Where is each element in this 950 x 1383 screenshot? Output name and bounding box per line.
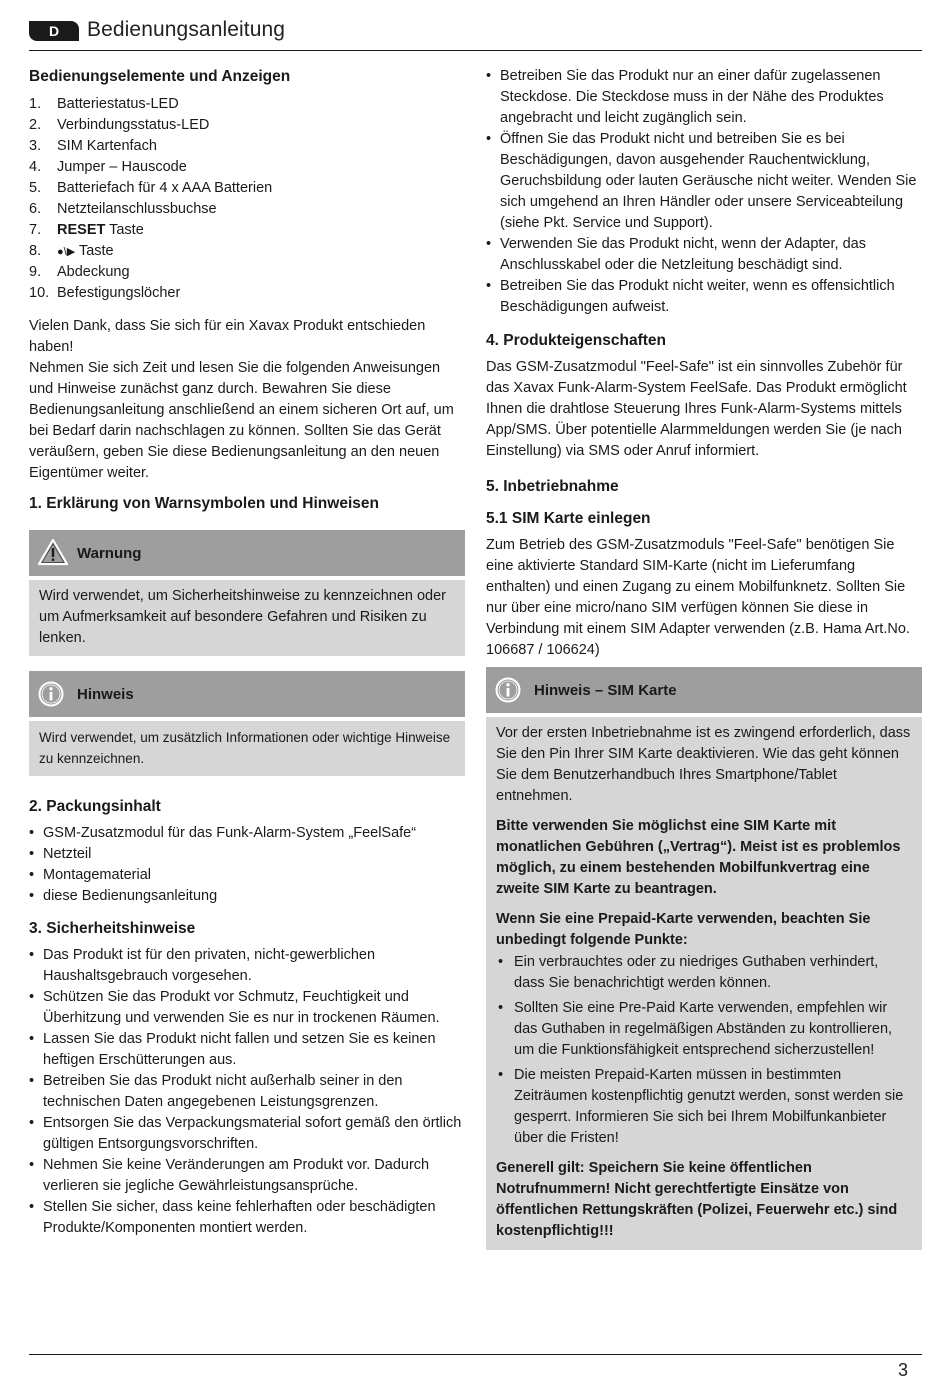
item-number: 9. xyxy=(29,264,42,280)
list-item: • Öffnen Sie das Produkt nicht und betreiben Sie es bei Beschädigungen, davon ausgehender Rauchentwicklung, Geruchsbildung oder lauten Geräusche nicht weiter. Wenden Sie sich umgehend an Ihren Händler oder unsere Serviceabteilung (siehe Pkt. Service und Support). xyxy=(486,129,922,234)
item-text: Taste xyxy=(75,243,114,259)
reset-label: RESET xyxy=(57,222,106,238)
list-item xyxy=(29,262,465,283)
item-text: Jumper – Hauscode xyxy=(57,159,187,175)
list-item xyxy=(29,283,465,304)
list-item xyxy=(29,178,465,199)
list-item xyxy=(29,241,465,262)
controls-heading: Bedienungselemente und Anzeigen xyxy=(29,68,291,85)
warning-header xyxy=(29,530,465,576)
note-text: Wird verwendet, um zusätzlich Informationen oder wichtige Hinweise zu kennzeichnen. xyxy=(39,730,451,766)
language-badge: D xyxy=(29,21,79,41)
section4-heading: 4. Produkteigenschaften xyxy=(486,332,667,349)
list-item: • Netzteil xyxy=(29,844,465,865)
warning-triangle-icon xyxy=(37,538,69,566)
intro-instructions: Nehmen Sie sich Zeit und lesen Sie die folgenden Anweisungen und Hinweise zunächst ganz durch. Bewahren Sie diese Bedienungsanleitung anschließend an einem sicheren Ort auf, um bei Bedarf darin nachschlagen zu können. Sollten Sie das Gerät veräußern, geben Sie diese Bedienungsanleitung an den neuen Eigentümer weiter. xyxy=(29,360,454,481)
sim-note-contract: Bitte verwenden Sie möglichst eine SIM Karte mit monatlichen Gebühren („Vertrag“). Meist ist es problemlos möglich, zu einem bestehenden Mobilfunkvertrag eine zweite SIM Karte zu beantragen. xyxy=(496,818,901,897)
warning-box xyxy=(29,530,465,656)
page-header xyxy=(29,18,922,51)
section5-text: Zum Betrieb des GSM-Zusatzmoduls "Feel-Safe" benötigen Sie eine aktivierte Standard SIM-Karte (nicht im Lieferumfang enthalten) und einen Zugang zu einem Mobilfunknetz. Sollten Sie nur über eine micro/nano SIM verfügen können Sie diese in Verbindung mit einem SIM Adapter verwenden (z.B. Hama Art.No. 106687 / 106624) xyxy=(486,537,910,658)
list-item xyxy=(29,94,465,115)
note-body xyxy=(29,721,465,776)
item-number: 4. xyxy=(29,159,42,175)
item-text: Taste xyxy=(105,222,144,238)
footer-rule xyxy=(29,1354,922,1355)
section4-text: Das GSM-Zusatzmodul "Feel-Safe" ist ein sinnvolles Zubehör für das Xavax Funk-Alarm-System FeelSafe. Das Produkt ermöglicht Ihnen die drahtlose Steuerung Ihres Funk-Alarm-Systems mittels App/SMS. Über potentielle Alarmmeldungen werden Sie (je nach Einstellung) via SMS oder Anruf informiert. xyxy=(486,359,907,459)
list-item: • Schützen Sie das Produkt vor Schmutz, Feuchtigkeit und Überhitzung und verwenden Sie es nur in trockenen Räumen. xyxy=(29,987,465,1029)
safety-list-right xyxy=(486,66,922,318)
list-item: • Verwenden Sie das Produkt nicht, wenn der Adapter, das Anschlusskabel oder die Netzleitung beschädigt sind. xyxy=(486,234,922,276)
intro-thanks: Vielen Dank, dass Sie sich für ein Xavax Produkt entschieden haben! xyxy=(29,318,426,355)
item-number: 5. xyxy=(29,180,42,196)
list-item xyxy=(29,115,465,136)
sim-note-box xyxy=(486,667,922,1250)
right-column xyxy=(486,66,922,1250)
item-number: 8. xyxy=(29,243,42,259)
package-contents-list xyxy=(29,823,465,907)
warning-label: Warnung xyxy=(77,545,142,562)
list-item xyxy=(29,220,465,241)
item-text: Netzteilanschlussbuchse xyxy=(57,201,217,217)
section2-heading: 2. Packungsinhalt xyxy=(29,798,161,815)
sim-note-emergency: Generell gilt: Speichern Sie keine öffentlichen Notrufnummern! Nicht gerechtfertigte Einsätze von öffentlichen Rettungskräften (Polizei, Feuerwehr etc.) sind kostenpflichtig!!! xyxy=(496,1160,898,1239)
list-item: • Betreiben Sie das Produkt nur an einer dafür zugelassenen Steckdose. Die Steckdose muss in der Nähe des Produktes angebracht und leicht zugänglich sein. xyxy=(486,66,922,129)
item-text: Batteriestatus-LED xyxy=(57,96,179,112)
item-text: SIM Kartenfach xyxy=(57,138,157,154)
note-header xyxy=(29,671,465,717)
item-text: Befestigungslöcher xyxy=(57,285,181,301)
item-number: 10. xyxy=(29,285,50,301)
controls-list xyxy=(29,94,465,304)
note-box xyxy=(29,671,465,776)
list-item xyxy=(29,157,465,178)
item-number: 3. xyxy=(29,138,42,154)
section1-heading: 1. Erklärung von Warnsymbolen und Hinweisen xyxy=(29,495,379,512)
list-item: • Das Produkt ist für den privaten, nicht-gewerblichen Haushaltsgebrauch vorgesehen. xyxy=(29,945,465,987)
list-item: • Lassen Sie das Produkt nicht fallen und setzen Sie es keinen heftigen Erschütterungen aus. xyxy=(29,1029,465,1071)
list-item: • Nehmen Sie keine Veränderungen am Produkt vor. Dadurch verlieren sie jegliche Gewährleistungsansprüche. xyxy=(29,1155,465,1197)
page-title: Bedienungsanleitung xyxy=(87,18,286,41)
info-icon xyxy=(38,681,64,707)
list-item: • GSM-Zusatzmodul für das Funk-Alarm-System „FeelSafe“ xyxy=(29,823,465,844)
sim-note-header xyxy=(486,667,922,713)
item-number: 2. xyxy=(29,117,42,133)
warning-body xyxy=(29,580,465,656)
item-text: Batteriefach für 4 x AAA Batterien xyxy=(57,180,273,196)
sim-note-pin: Vor der ersten Inbetriebnahme ist es zwingend erforderlich, dass Sie den Pin Ihrer SIM Karte deaktivieren. Wie das geht können Sie dem Benutzerhandbuch Ihres Smartphone/Tablet entnehmen. xyxy=(496,725,911,804)
list-item xyxy=(29,199,465,220)
list-item xyxy=(29,136,465,157)
note-label: Hinweis xyxy=(77,686,134,703)
list-item: • diese Bedienungsanleitung xyxy=(29,886,465,907)
item-number: 1. xyxy=(29,96,42,112)
left-column xyxy=(29,66,465,1239)
page-number: 3 xyxy=(897,1360,908,1380)
list-item: • Stellen Sie sicher, dass keine fehlerhaften oder beschädigten Produkte/Komponenten montiert werden. xyxy=(29,1197,465,1239)
warning-text: Wird verwendet, um Sicherheitshinweise zu kennzeichnen oder um Aufmerksamkeit auf besondere Gefahren und Risiken zu lenken. xyxy=(39,588,447,646)
list-item: • Die meisten Prepaid-Karten müssen in bestimmten Zeiträumen kostenpflichtig genutzt werden, sonst werden sie gesperrt. Informieren Sie sich bei Ihrem Mobilfunkanbieter über die Fristen! xyxy=(498,1065,912,1149)
item-text: Verbindungsstatus-LED xyxy=(57,117,210,133)
section3-heading: 3. Sicherheitshinweise xyxy=(29,920,196,937)
list-item: • Betreiben Sie das Produkt nicht weiter, wenn es offensichtlich Beschädigungen aufweist. xyxy=(486,276,922,318)
list-item: • Ein verbrauchtes oder zu niedriges Guthaben verhindert, dass Sie benachrichtigt werden können. xyxy=(498,952,912,994)
section5-1-heading: 5.1 SIM Karte einlegen xyxy=(486,510,651,527)
list-item: • Montagematerial xyxy=(29,865,465,886)
list-item: • Sollten Sie eine Pre-Paid Karte verwenden, empfehlen wir das Guthaben in regelmäßigen Abständen zu kontrollieren, um die Funktionsfähigkeit entsprechend sicherzustellen! xyxy=(498,998,912,1061)
record-play-icon: ●\▶ xyxy=(57,246,76,258)
section5-heading: 5. Inbetriebnahme xyxy=(486,478,619,495)
info-icon xyxy=(495,677,521,703)
sim-note-label: Hinweis – SIM Karte xyxy=(534,682,677,699)
sim-note-prepaid: Wenn Sie eine Prepaid-Karte verwenden, beachten Sie unbedingt folgende Punkte: xyxy=(496,911,871,948)
prepaid-list xyxy=(496,952,912,1149)
item-text: Abdeckung xyxy=(57,264,130,280)
item-number: 7. xyxy=(29,222,42,238)
list-item: • Entsorgen Sie das Verpackungsmaterial sofort gemäß den örtlich gültigen Entsorgungsvorschriften. xyxy=(29,1113,465,1155)
sim-note-body xyxy=(486,717,922,1250)
list-item: • Betreiben Sie das Produkt nicht außerhalb seiner in den technischen Daten angegebenen Leistungsgrenzen. xyxy=(29,1071,465,1113)
safety-list-left xyxy=(29,945,465,1239)
item-number: 6. xyxy=(29,201,42,217)
